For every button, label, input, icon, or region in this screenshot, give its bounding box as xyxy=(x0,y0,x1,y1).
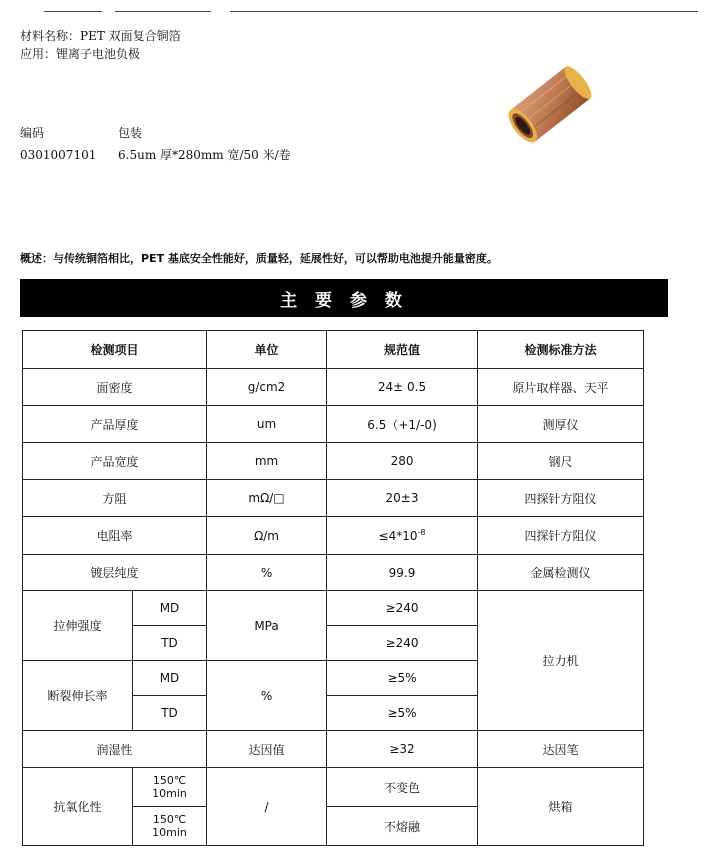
header-item: 检测项目 xyxy=(23,331,207,369)
code-heading: 编码 xyxy=(20,126,45,140)
unit-density: g/cm2 xyxy=(207,369,327,406)
method-wetting: 达因笔 xyxy=(478,731,644,768)
item-width: 产品宽度 xyxy=(23,443,207,480)
item-purity: 镀层纯度 xyxy=(23,555,207,591)
table-row xyxy=(23,555,644,591)
spec-width: 280 xyxy=(327,443,478,480)
oxidation-cond1-time: 10min xyxy=(152,787,187,800)
header-unit: 单位 xyxy=(207,331,327,369)
elongation-td-label: TD xyxy=(133,696,207,731)
method-oxidation: 烘箱 xyxy=(478,768,644,846)
package-value: 6.5um 厚*280mm 宽/50 米/卷 xyxy=(118,148,291,162)
main-parameters-banner: 主 要 参 数 xyxy=(20,279,668,317)
item-thickness: 产品厚度 xyxy=(23,406,207,443)
oxidation-condition-1 xyxy=(133,768,207,807)
item-elongation: 断裂伸长率 xyxy=(23,661,133,731)
oxidation-cond1-temp: 150℃ xyxy=(152,774,187,787)
top-rule-middle xyxy=(115,11,211,12)
table-row xyxy=(23,443,644,480)
item-sheet-resistance: 方阻 xyxy=(23,480,207,517)
unit-sheet-resistance: mΩ/□ xyxy=(207,480,327,517)
oxidation-condition-2 xyxy=(133,807,207,846)
spec-tensile-td: ≥240 xyxy=(327,626,478,661)
copper-foil-roll-image xyxy=(495,55,605,160)
unit-tensile: MPa xyxy=(207,591,327,661)
tensile-td-label: TD xyxy=(133,626,207,661)
parameters-table xyxy=(22,330,644,846)
unit-purity: % xyxy=(207,555,327,591)
header-spec: 规范值 xyxy=(327,331,478,369)
unit-wetting: 达因值 xyxy=(207,731,327,768)
spec-density: 24± 0.5 xyxy=(327,369,478,406)
unit-resistivity: Ω/m xyxy=(207,517,327,555)
unit-thickness: um xyxy=(207,406,327,443)
top-rule-left xyxy=(44,11,102,12)
oxidation-cond2-temp: 150℃ xyxy=(152,813,187,826)
table-row xyxy=(23,406,644,443)
unit-elongation: % xyxy=(207,661,327,731)
method-sheet-resistance: 四探针方阻仪 xyxy=(478,480,644,517)
spec-resistivity-base: ≤4*10 xyxy=(378,529,418,543)
tensile-md-label: MD xyxy=(133,591,207,626)
unit-oxidation: / xyxy=(207,768,327,846)
method-width: 钢尺 xyxy=(478,443,644,480)
method-purity: 金属检测仪 xyxy=(478,555,644,591)
table-row xyxy=(23,731,644,768)
spec-thickness: 6.5（+1/-0) xyxy=(327,406,478,443)
item-tensile: 拉伸强度 xyxy=(23,591,133,661)
summary-text: 概述：与传统铜箔相比，PET 基底安全性能好，质量轻，延展性好，可以帮助电池提升能量密度。 xyxy=(20,252,498,265)
spec-oxidation-2: 不熔融 xyxy=(327,807,478,846)
table-row xyxy=(23,480,644,517)
spec-oxidation-1: 不变色 xyxy=(327,768,478,807)
top-rule-right xyxy=(230,11,698,12)
unit-width: mm xyxy=(207,443,327,480)
method-tensile-elongation: 拉力机 xyxy=(478,591,644,731)
table-row xyxy=(23,369,644,406)
oxidation-cond2-time: 10min xyxy=(152,826,187,839)
method-thickness: 测厚仪 xyxy=(478,406,644,443)
table-row xyxy=(23,517,644,555)
material-name: 材料名称：PET 双面复合铜箔 xyxy=(20,29,181,43)
table-header-row xyxy=(23,331,644,369)
item-resistivity: 电阻率 xyxy=(23,517,207,555)
item-oxidation: 抗氧化性 xyxy=(23,768,133,846)
spec-sheet-resistance: 20±3 xyxy=(327,480,478,517)
table-row xyxy=(23,768,644,807)
table-row xyxy=(23,591,644,626)
package-heading: 包装 xyxy=(118,126,143,140)
application: 应用：锂离子电池负极 xyxy=(20,47,141,61)
spec-resistivity-exponent: -8 xyxy=(417,528,426,537)
spec-wetting: ≥32 xyxy=(327,731,478,768)
method-resistivity: 四探针方阻仪 xyxy=(478,517,644,555)
header-method: 检测标准方法 xyxy=(478,331,644,369)
spec-elongation-md: ≥5% xyxy=(327,661,478,696)
spec-resistivity xyxy=(327,517,478,555)
spec-purity: 99.9 xyxy=(327,555,478,591)
elongation-md-label: MD xyxy=(133,661,207,696)
method-density: 原片取样器、天平 xyxy=(478,369,644,406)
spec-tensile-md: ≥240 xyxy=(327,591,478,626)
item-density: 面密度 xyxy=(23,369,207,406)
item-wetting: 润湿性 xyxy=(23,731,207,768)
spec-elongation-td: ≥5% xyxy=(327,696,478,731)
code-value: 0301007101 xyxy=(20,148,97,162)
